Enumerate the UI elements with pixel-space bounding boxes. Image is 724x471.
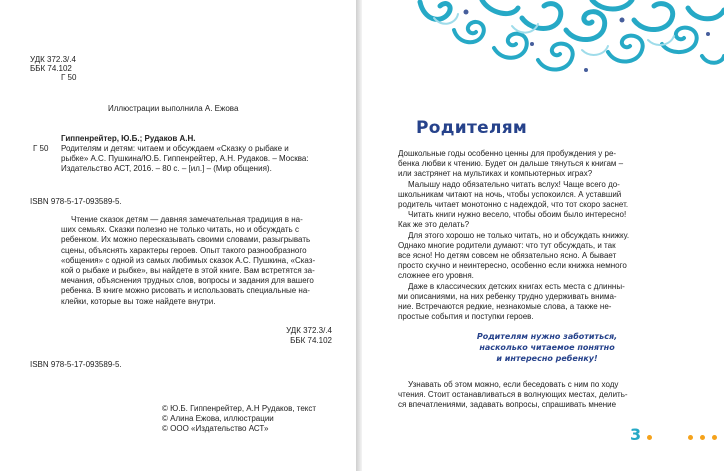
right-page <box>362 0 724 471</box>
abstract-line: кой о рыбаке и рыбке», вы найдете в этой книге. Вам встретятся за- <box>61 266 315 276</box>
author-code: Г 50 <box>61 73 77 82</box>
bbk-code: ББК 74.102 <box>30 64 72 73</box>
body-line: Дошкольные годы особенно ценны для пробуждения у ре- <box>398 149 617 158</box>
abstract <box>61 215 315 307</box>
page-number: 3 <box>630 425 642 444</box>
page-title: Родителям <box>416 118 528 138</box>
biblio-code: Г 50 <box>33 144 49 153</box>
abstract-line: клейки, которые вы тоже найдете внутри. <box>61 296 216 306</box>
body-line: Узнавать об этом можно, если беседовать с ним по ходу <box>408 380 619 389</box>
body-line: или застрянет на мультиках и компьютерных играх? <box>398 169 593 179</box>
body-line: родитель читает монотонно с надеждой, что тот скоро заснет. <box>398 200 629 210</box>
copyright-line: © Алина Ежова, иллюстрации <box>162 414 274 424</box>
biblio-line: Издательство АСТ, 2016. – 80 с. – [ил.] – (Мир общения). <box>61 164 272 174</box>
body-line: школьникам читают на ночь, чтобы успокоился. А уставший <box>398 189 622 199</box>
body-line: ся впечатлениями, задавать вопросы, спрашивать мнение <box>398 400 617 410</box>
isbn: ISBN 978-5-17-093589-5. <box>30 197 122 206</box>
body-line: все ясно! Но детям совсем не обязательно ясно. А бывает <box>398 251 617 261</box>
body-line: просто скучно и неинтересно, особенно если книжка немного <box>398 261 627 271</box>
abstract-line: Чтение сказок детям — давняя замечательная традиция в на- <box>71 215 303 224</box>
body-line: Однако многие родители думают: что тут обсуждать, и так <box>398 240 616 250</box>
swirl-ornament <box>362 0 724 90</box>
body-line: Даже в классических детских книгах есть места с длинны- <box>408 281 625 291</box>
decorative-dot <box>712 435 717 440</box>
abstract-line: ребенком. Их можно пересказывать своими словами, разыгрывать <box>61 235 311 245</box>
callout-line: и интересно ребенку! <box>496 354 598 363</box>
body-line: бенка любви к чтению. Будет он дальше тянуться к книгам – <box>398 159 624 169</box>
left-page <box>0 0 356 471</box>
bbk-code-bottom: ББК 74.102 <box>290 336 332 345</box>
biblio-line: Родителям и детям: читаем и обсуждаем «Сказку о рыбаке и <box>61 144 289 153</box>
udk-code: УДК 372.3/.4 <box>30 55 76 64</box>
body-line: Малышу надо обязательно читать вслух! Чаще всего до- <box>408 179 620 189</box>
body-text <box>398 149 629 322</box>
abstract-line: сцены, объяснять характеры героев. Опыт такого разнообразного <box>61 245 307 255</box>
decorative-dot <box>688 435 693 440</box>
copyright-line: © Ю.Б. Гиппенрейтер, А.Н Рудаков, текст <box>162 404 317 413</box>
callout-line: насколько читаемое понятно <box>479 343 615 352</box>
body-line: чтения. Стоит останавливаться в волнующих местах, делить- <box>398 390 628 400</box>
isbn-bottom: ISBN 978-5-17-093589-5. <box>30 360 122 369</box>
closing-paragraph <box>398 380 628 411</box>
biblio-line: рыбке» А.С. Пушкина/Ю.Б. Гиппенрейтер, А.Н. Рудаков. – Москва: <box>61 154 309 164</box>
biblio-authors: Гиппенрейтер, Ю.Б.; Рудаков А.Н. <box>61 134 196 143</box>
body-line: Читать книги нужно весело, чтобы обоим было интересно! <box>408 210 627 220</box>
body-line: простые события и поступки героев. <box>398 312 534 322</box>
abstract-line: «общения» с одной из самых любимых сказок А.С. Пушкина, «Сказ- <box>61 255 316 265</box>
body-line: Как же это делать? <box>398 220 470 230</box>
body-line: Для этого хорошо не только читать, но и обсуждать книжку. <box>408 230 630 240</box>
body-line: ми описаниями, на них ребенку трудно удерживать внима- <box>398 291 617 301</box>
abstract-line: ших семьях. Сказки полезно не только читать, но и обсуждать с <box>61 225 299 235</box>
callout-quote <box>420 331 674 364</box>
udk-code-bottom: УДК 372.3/.4 <box>286 326 332 335</box>
copyright-line: © ООО «Издательство АСТ» <box>162 424 269 434</box>
abstract-line: ребенка. В книге можно рисовать и использовать специальные на- <box>61 286 310 296</box>
abstract-line: мечания, объяснения трудных слов, вопросы и задания для вашего <box>61 276 314 286</box>
decorative-dot <box>700 435 705 440</box>
biblio-description <box>61 144 309 175</box>
decorative-dot <box>647 435 652 440</box>
illustrator-note: Иллюстрации выполнила А. Ежова <box>108 104 239 113</box>
callout-line: Родителям нужно заботиться, <box>476 332 618 341</box>
body-line: ние. Встречаются редкие, незнакомые слова, а также не- <box>398 302 612 312</box>
body-line: сложнее его уровня. <box>398 271 474 281</box>
copyright-block <box>162 404 316 435</box>
